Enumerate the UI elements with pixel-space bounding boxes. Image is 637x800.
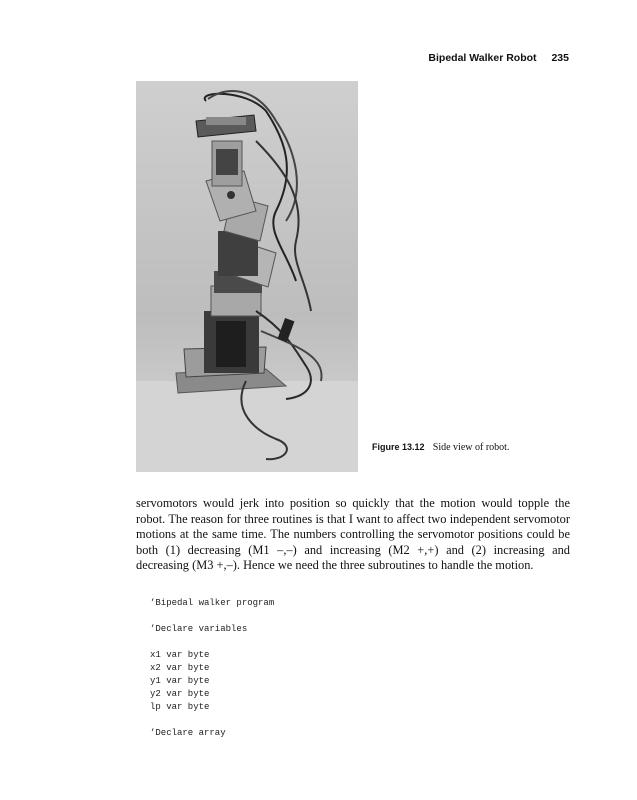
robot-photo [136,81,358,472]
running-title: Bipedal Walker Robot [428,52,537,64]
code-line: ’Declare variables [150,624,248,634]
code-line [150,610,274,623]
figure-label: Figure 13.12 [372,442,425,452]
code-listing [150,597,274,740]
code-line: x1 var byte [150,650,210,660]
code-line: y1 var byte [150,676,210,686]
code-line: y2 var byte [150,689,210,699]
code-line: x2 var byte [150,663,210,673]
figure-caption [372,442,509,453]
code-line [150,714,274,727]
running-header [428,52,569,64]
page-number: 235 [551,52,569,64]
code-line: ’Declare array [150,728,226,738]
code-line: lp var byte [150,702,210,712]
code-line: ’Bipedal walker program [150,598,275,608]
figure-caption-text: Side view of robot. [432,442,510,453]
code-line [150,636,274,649]
body-paragraph: servomotors would jerk into position so quickly that the motion would topple the robot. The reason for three routines is that I want to affect two independent servomotor motions at the same time. The numbers controlling the servomotor positions could be both (1) decreasing (M1 –,–) and increasing (M2 +,+) and (2) increasing and decreasing (M3 +,–). Hence we need the three subroutines to handle the motion. [136,496,570,573]
